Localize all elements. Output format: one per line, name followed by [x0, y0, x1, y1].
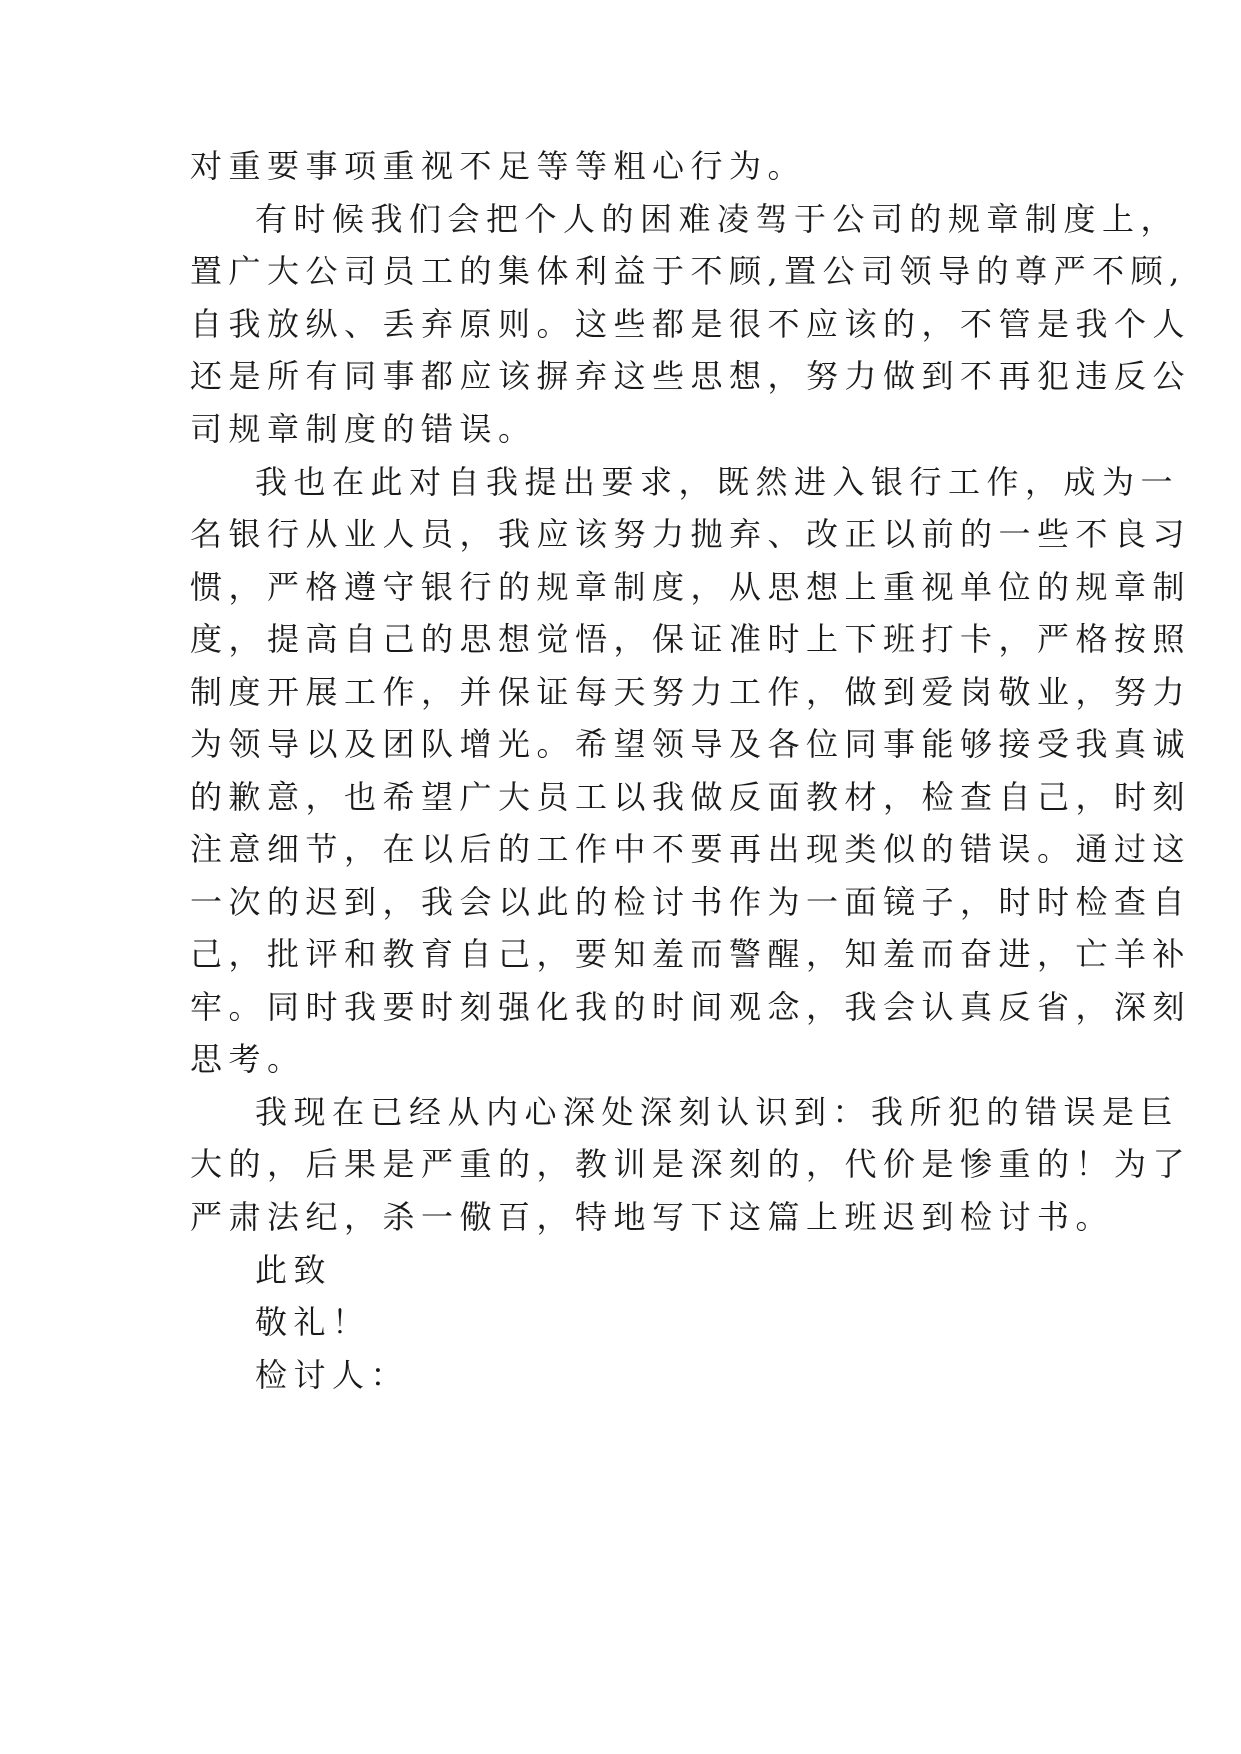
- body-text-line: 置广大公司员工的集体利益于不顾,置公司领导的尊严不顾,: [190, 252, 1186, 290]
- body-text-line: 注意细节，在以后的工作中不要再出现类似的错误。通过这: [190, 830, 1192, 868]
- body-text-line: 还是所有同事都应该摒弃这些思想，努力做到不再犯违反公: [190, 357, 1192, 395]
- body-text-line: 己，批评和教育自己，要知羞而警醒，知羞而奋进，亡羊补: [190, 935, 1192, 973]
- body-text-line: 自我放纵、丢弃原则。这些都是很不应该的，不管是我个人: [190, 305, 1192, 343]
- body-text-line: 名银行从业人员，我应该努力抛弃、改正以前的一些不良习: [190, 515, 1192, 553]
- body-text-line: 严肃法纪，杀一儆百，特地写下这篇上班迟到检讨书。: [190, 1198, 1115, 1236]
- body-text-line: 司规章制度的错误。: [190, 410, 537, 448]
- closing-salutation: 此致: [255, 1251, 333, 1289]
- signature-label: 检讨人：: [255, 1356, 410, 1394]
- body-text-line: 大的，后果是严重的，教训是深刻的，代价是惨重的！为了: [190, 1145, 1192, 1183]
- paragraph-first-line: 我现在已经从内心深处深刻认识到：我所犯的错误是巨: [255, 1093, 1180, 1131]
- paragraph-first-line: 我也在此对自我提出要求，既然进入银行工作，成为一: [255, 463, 1180, 501]
- body-text-line: 度，提高自己的思想觉悟，保证准时上下班打卡，严格按照: [190, 620, 1192, 658]
- body-text-line: 对重要事项重视不足等等粗心行为。: [190, 147, 807, 185]
- body-text-line: 思考。: [190, 1040, 306, 1078]
- body-text-line: 一次的迟到，我会以此的检讨书作为一面镜子，时时检查自: [190, 883, 1192, 921]
- body-text-line: 为领导以及团队增光。希望领导及各位同事能够接受我真诚: [190, 725, 1192, 763]
- closing-regards: 敬礼！: [255, 1303, 371, 1341]
- body-text-line: 的歉意，也希望广大员工以我做反面教材，检查自己，时刻: [190, 778, 1192, 816]
- body-text-line: 牢。同时我要时刻强化我的时间观念，我会认真反省，深刻: [190, 988, 1192, 1026]
- body-text-line: 制度开展工作，并保证每天努力工作，做到爱岗敬业，努力: [190, 673, 1192, 711]
- paragraph-first-line: 有时候我们会把个人的困难凌驾于公司的规章制度上，: [255, 200, 1180, 238]
- body-text-line: 惯，严格遵守银行的规章制度，从思想上重视单位的规章制: [190, 568, 1192, 606]
